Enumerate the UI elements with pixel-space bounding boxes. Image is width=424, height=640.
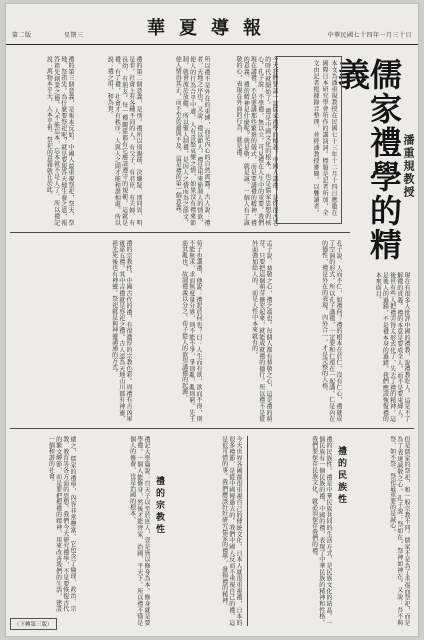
article-column: 荀子也講禮，他說：禮起於何也？曰：人生而有欲，欲而不得，則不能無求，求而無度量分界，則不能不爭，爭則亂，亂則窮。先王惡其亂也，故制禮義以分之。荀子從人的欲望講禮的起源。 (180, 240, 202, 422)
article-column: 但是儒家的祭祀，和一般宗教不同。儒家不是為了求福而祭祀，而是為了表達誠敬之心。孔子說：祭如在，祭神如神在。又說：吾不與祭，如不祭。祭祀最重要的是誠心。 (388, 436, 410, 626)
masthead (6, 4, 418, 45)
headline: 儒家禮學的精義 (333, 58, 403, 262)
article-column: 孟子說：恭敬之心，禮之端也。每個人都有恭敬之心，這是禮的萌芽。只要把這個萌芽擴充起來，就能成就禮的德行。所以禮不是從外面強加給人的，而是人性中本來就有的。 (250, 240, 272, 422)
column-divider (247, 436, 248, 626)
title-block (333, 54, 415, 264)
article-column: 總之，儒家的禮學，內容非常豐富。它包含了倫理、政治、宗教、教育等各方面的思想。我們今天研究禮學，不是要恢復古代的繁文縟節，而是要把握禮的精神，用來改善我們的生活，建設一個和諧的社會。 (47, 436, 76, 612)
masthead-left-info (12, 30, 113, 39)
article-column: 禮的第二個意義，是別。禮所以別親疏、決嫌疑、別同異、明是非。社會上有各種不同的人，有父子、有君臣、有夫婦、有長幼、有朋友。每一種關係都有它應該遵守的規範，這就是禮。有了禮，社會才有秩序，人與人之間才能和諧相處。所以說：禮之用，和為貴。 (106, 56, 142, 226)
editor-note: 本文為潘重規教授在民國七十三年十二月十四日應邀在國際日本研究學會所作的講演詞。標題是記者所加，全文由記者根據錄音整理，並經潘教授審閱。以饗讀者。 (276, 56, 342, 224)
tier-divider (10, 232, 350, 233)
byline: 潘重規教授 (402, 134, 415, 199)
weekday-label: 星期三 (63, 32, 84, 39)
article-column: 今天我們要談一談儒家禮學的精義。中國人講禮，是從很古老的時代就開始了。禮是中國文化的根本，也是儒家思想的核心。孔子說：不學禮，無以立。可見禮在人生中的重要。我們現在講禮，不是要講那些繁瑣的儀式，而是要講禮的精神，禮的意義。禮的精神是什麼呢？就是敬，就是誠。一個人有了誠敬的心，表現在外面的行為，就是禮。 (234, 56, 278, 226)
continued-note: （下轉第三版） (10, 618, 57, 630)
date-label: 中華民國七十四年一月三十日 (327, 32, 412, 39)
article-column: 所以禮不是外在的束縛，而是內心的自然流露。古人說：禮者，天地之序也。又說：禮以節人。禮是用來節制人的情欲，使人的行為合乎中道。人有喜怒哀樂之情，如果沒有禮來節制，就會流於放縱。所以聖人制禮，是因人之情而為之節文，使人情得其正，而不至於過與不及。這是禮的第一個意義。 (174, 56, 210, 226)
article-column: 今天世界各國都很重視自己的傳統文化。日本人就很重視禮，日本的很多禮節，是從中國傳過去的。我們中國人反而不重視自己的禮，這是很可惜的事。我們應該好好研究儒家的禮學，發揚禮的精神。 (220, 436, 242, 626)
section-head-ethnic: 禮的民族性 (336, 446, 346, 506)
tier-divider (10, 428, 414, 429)
section-head-religious: 禮的宗教性 (154, 476, 164, 536)
edition-label: 第二版 (12, 32, 32, 39)
article-column: 現在有很多人批評中國的禮教，說禮教吃人。這是不了解禮的真義。禮的本意是要成全人，而不是要束縛人。後世有些人把禮弄得太形式化了，失去了禮的精神，這是後人的過錯，不是禮本身的過錯。我們應該恢復禮的本來面目。 (374, 272, 410, 422)
article (6, 46, 418, 636)
newspaper-title: 華夏導報 (147, 18, 275, 39)
article-column: 禮的宗教性。中國古代的禮，有很濃厚的宗教色彩。周禮有吉凶軍賓嘉五禮，其中吉禮就是祭祀之禮。古人認為天地山川都有神靈，祖先死後也有神靈。祭祀就是與神靈溝通的方式。 (110, 240, 132, 422)
article-column: 禮記大學篇說：自天子以至於庶人，壹是皆以修身為本。修身就是要學禮。一個人能修身，然後才能齊家、治國、平天下。所以禮不僅是個人的修養，也是治國的根本。 (128, 436, 150, 626)
article-column: 禮的民族性。禮是中華民族共同的生活方式，是民族文化的結晶。一個民族有一個民族的禮，中國的禮，表現了中華民族的精神和性格。我們要保存民族文化，就必須保存我們的禮。 (310, 436, 332, 626)
newspaper-page (6, 4, 418, 636)
article-column: 孔子說：人而不仁，如禮何？禮的根本在於仁。沒有仁心，禮就成了空洞的形式。所以孔子講禮，一定要和仁連在一起講。仁是內在的德性，禮是外在的表現。內外合一，才是完整的人格。 (320, 240, 342, 422)
article-column: 禮的第三個意義，是報本反始。中國人最重視祭祀，祭天、祭地、祭祖先。為什麼要祭祀呢？就是要報答天地生養之恩，報答祖先創業之德。人不能忘本，忘本就不是人了。所以禮記說：萬物本乎天，人本乎祖。祭祀的意義就在於此。 (45, 56, 74, 226)
